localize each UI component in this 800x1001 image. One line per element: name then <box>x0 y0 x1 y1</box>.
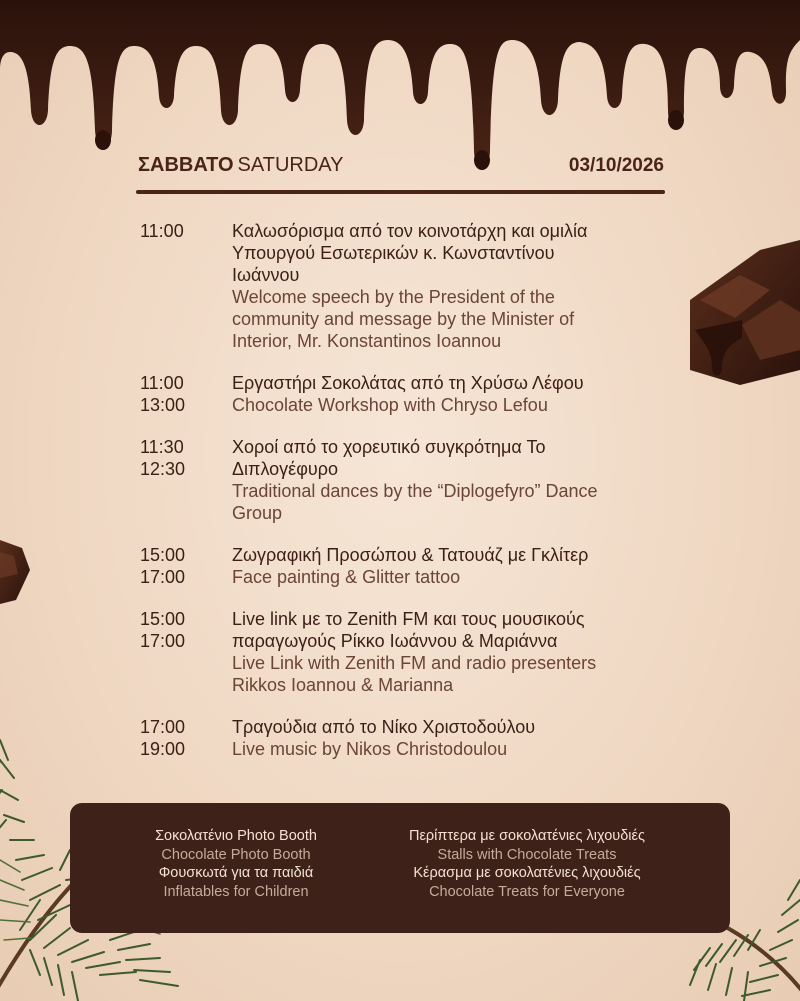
description-english: Welcome speech by the President of the <box>232 287 555 307</box>
day-title <box>138 154 343 177</box>
feature-greek: Περίπτερα με σοκολατένιες λιχουδιές <box>409 828 645 844</box>
time-line: 17:00 <box>140 717 186 737</box>
schedule-description <box>232 372 680 416</box>
feature-greek: Κέρασμα με σοκολατένιες λιχουδιές <box>413 865 641 881</box>
schedule-item <box>140 544 680 588</box>
schedule-list <box>140 220 680 780</box>
description-english: Traditional dances by the “Diplogefyro” Dance <box>232 481 598 501</box>
chocolate-piece <box>0 540 30 604</box>
description-greek: Εργαστήρι Σοκολάτας από τη Χρύσω Λέφου <box>232 373 584 393</box>
schedule-time <box>140 544 232 588</box>
description-greek: παραγωγούς Ρίκκο Ιωάννου & Μαριάννα <box>232 631 558 651</box>
feature-greek: Σοκολατένιο Photo Booth <box>155 828 317 844</box>
time-line: 11:30 <box>140 437 184 457</box>
time-line: 19:00 <box>140 739 186 759</box>
header-divider <box>136 190 665 194</box>
time-line: 13:00 <box>140 395 186 415</box>
schedule-description <box>232 544 680 588</box>
description-greek: Υπουργού Εσωτερικών κ. Κωνσταντίνου <box>232 243 555 263</box>
schedule-description <box>232 436 680 524</box>
description-greek: Καλωσόρισμα από τον κοινοτάρχη και ομιλία <box>232 221 588 241</box>
time-line: 12:30 <box>140 459 186 479</box>
description-greek: Live link με το Zenith FM και τους μουσικούς <box>232 609 585 629</box>
event-date: 03/10/2026 <box>568 155 664 176</box>
description-greek: Τραγούδια από το Νίκο Χριστοδούλου <box>232 717 536 737</box>
feature-english: Chocolate Photo Booth <box>161 846 311 863</box>
schedule-item <box>140 608 680 696</box>
description-english: Live music by Nikos Christodoulou <box>232 739 508 759</box>
footer-left-column <box>110 827 362 901</box>
description-english: Face painting & Glitter tattoo <box>232 567 461 587</box>
chocolate-drop <box>668 110 684 130</box>
schedule-time <box>140 716 232 760</box>
description-english: Interior, Mr. Konstantinos Ioannou <box>232 331 502 351</box>
footer-features-box <box>70 803 730 933</box>
schedule-time <box>140 608 232 696</box>
description-greek: Ζωγραφική Προσώπου & Τατουάζ με Γκλίτερ <box>232 545 589 565</box>
day-english: SATURDAY <box>237 154 344 176</box>
chocolate-piece <box>690 240 800 385</box>
schedule-item <box>140 220 680 352</box>
schedule-item <box>140 372 680 416</box>
description-english: Live Link with Zenith FM and radio presenters <box>232 653 597 673</box>
description-english: Rikkos Ioannou & Marianna <box>232 675 454 695</box>
feature-english: Chocolate Treats for Everyone <box>429 883 625 900</box>
chocolate-drop <box>95 130 111 150</box>
schedule-item <box>140 436 680 524</box>
description-english: Chocolate Workshop with Chryso Lefou <box>232 395 548 415</box>
time-line: 11:00 <box>140 373 184 393</box>
time-line: 11:00 <box>140 221 184 241</box>
time-line: 17:00 <box>140 631 186 651</box>
description-greek: Χοροί από το χορευτικό συγκρότημα Το <box>232 437 546 457</box>
schedule-time <box>140 220 232 352</box>
feature-english: Inflatables for Children <box>163 883 309 900</box>
schedule-description <box>232 220 680 352</box>
description-greek: Ιωάννου <box>232 265 300 285</box>
day-greek: ΣΑΒΒΑΤΟ <box>138 154 234 176</box>
footer-right-column <box>362 827 692 901</box>
description-greek: Διπλογέφυρο <box>232 459 338 479</box>
schedule-time <box>140 372 232 416</box>
schedule-description <box>232 608 680 696</box>
time-line: 15:00 <box>140 545 186 565</box>
description-english: Group <box>232 503 283 523</box>
time-line: 15:00 <box>140 609 186 629</box>
schedule-time <box>140 436 232 524</box>
schedule-item <box>140 716 680 760</box>
schedule-description <box>232 716 680 760</box>
melted-chocolate-drip <box>0 0 800 167</box>
header <box>138 154 664 177</box>
time-line: 17:00 <box>140 567 186 587</box>
feature-greek: Φουσκωτά για τα παιδιά <box>158 865 314 881</box>
feature-english: Stalls with Chocolate Treats <box>437 846 617 863</box>
description-english: community and message by the Minister of <box>232 309 575 329</box>
